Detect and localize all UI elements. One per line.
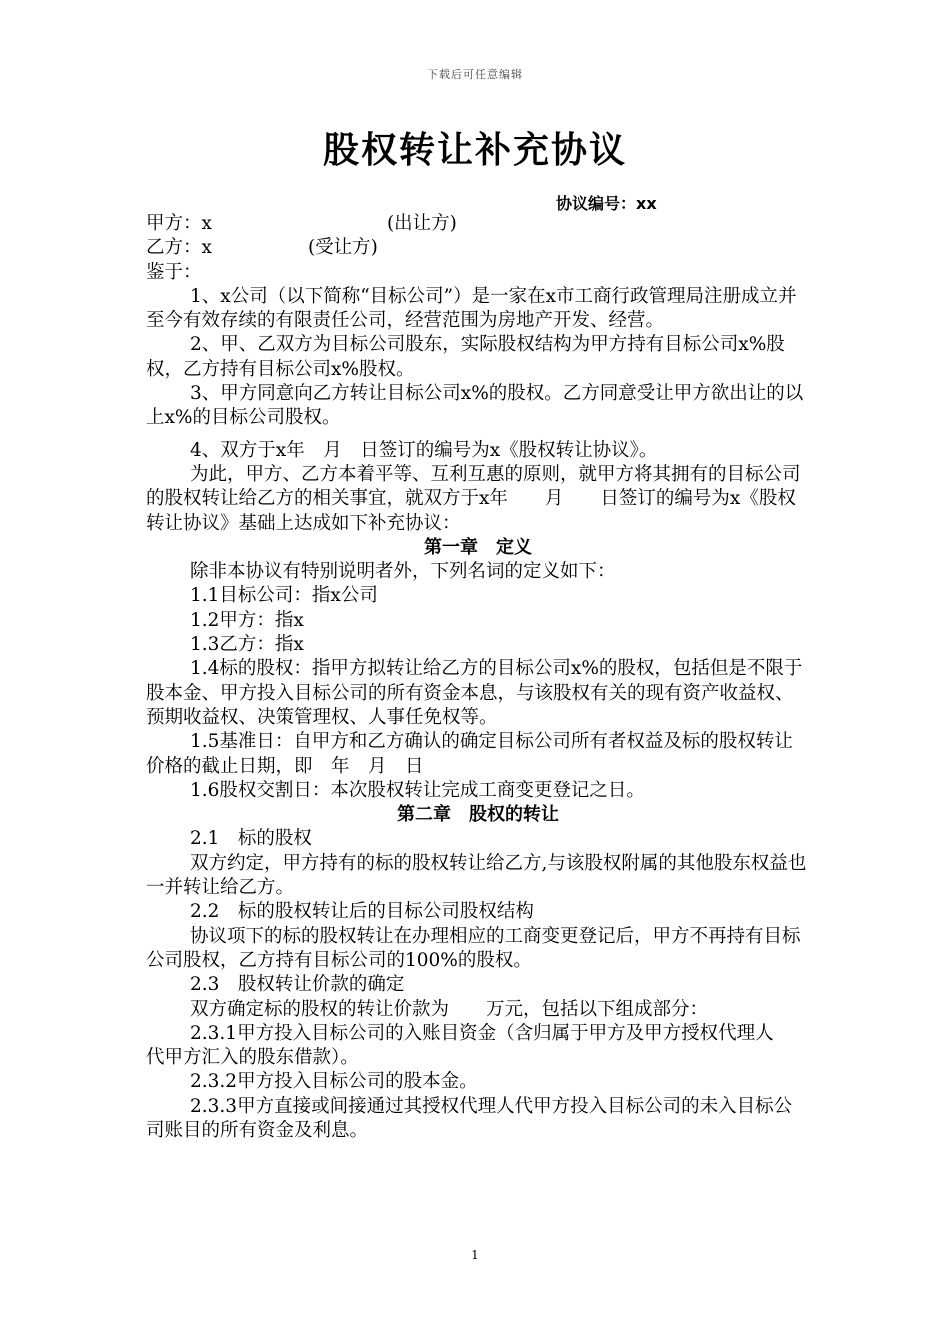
party-a-role: (出让方) [386,213,457,234]
chapter-1-title: 第一章 定义 [424,536,532,558]
section-2-3-2: 2.3.2甲方投入目标公司的股本金。 [190,1071,478,1093]
party-a-line [146,212,810,236]
chapter-2-title: 第二章 股权的转让 [397,804,559,826]
section-2-1-title: 2.1 标的股权 [190,828,312,850]
section-2-2-text: 协议项下的标的股权转让在办理相应的工商变更登记后，甲方不再持有目标公司股权，乙方持有目标公司的100%的股权。 [146,925,801,971]
document-title: 股权转让补充协议 [322,130,627,171]
definition-1-6: 1.6股权交割日：本次股权转让完成工商变更登记之日。 [190,779,645,801]
section-2-3-3: 2.3.3甲方直接或间接通过其授权代理人代甲方投入目标公司的未入目标公司账目的所有资金及利息。 [146,1095,793,1141]
definition-1-1: 1.1目标公司：指x公司 [190,585,378,607]
section-2-3-text: 双方确定标的股权的转让价款为 万元，包括以下组成部分： [190,998,709,1020]
party-a-label: 甲方：x [146,213,212,234]
definition-1-5: 1.5基准日：自甲方和乙方确认的确定目标公司所有者权益及标的股权转让价格的截止日期，即 年 月 日 [146,731,793,777]
document-body [146,212,810,1143]
party-b-role: (受让方) [307,237,378,259]
recital-5: 为此，甲方、乙方本着平等、互利互惠的原则，就甲方将其拥有的目标公司的股权转让给乙方的相关事宜，就双方于x年 月 日签订的编号为x《股权转让协议》基础上达成如下补充协议： [146,463,801,534]
chapter-1-intro: 除非本协议有特别说明者外，下列名词的定义如下： [190,561,616,583]
header-note: 下载后可任意编辑 [427,68,523,81]
whereas-heading: 鉴于： [146,261,202,283]
recital-1: 1、x公司（以下简称“目标公司”）是一家在x市工商行政管理局注册成立并至今有效存续的有限责任公司，经营范围为房地产开发、经营。 [146,285,797,332]
definition-1-3: 1.3乙方：指x [190,634,304,656]
definition-1-4: 1.4标的股权：指甲方拟转让给乙方的目标公司x%的股权，包括但是不限于股本金、甲方投入目标公司的所有资金本息，与该股权有关的现有资产收益权、预期收益权、决策管理权、人事任免权等。 [146,658,803,728]
party-b-label: 乙方：x [146,237,212,259]
section-2-2-title: 2.2 标的股权转让后的目标公司股权结构 [190,901,534,923]
party-b-line [146,236,810,260]
section-2-3-1: 2.3.1甲方投入目标公司的入账目资金（含归属于甲方及甲方授权代理人 代甲方汇入的股东借款）。 [146,1022,793,1069]
definition-1-2: 1.2甲方：指x [190,609,304,631]
page-number: 1 [471,1248,479,1262]
recital-2: 2、甲、乙双方为目标公司股东，实际股权结构为甲方持有目标公司x%股权，乙方持有目标公司x%股权。 [146,334,785,380]
section-2-1-text: 双方约定，甲方持有的标的股权转让给乙方,与该股权附属的其他股东权益也一并转让给乙方。 [146,852,807,899]
recital-4: 4、双方于x年 月 日签订的编号为x《股权转让协议》。 [190,439,658,461]
section-2-3-title: 2.3 股权转让价款的确定 [190,974,405,996]
agreement-number: 协议编号：xx [556,194,657,213]
recital-3: 3、甲方同意向乙方转让目标公司x%的股权。乙方同意受让甲方欲出让的以上x%的目标公司股权。 [146,383,804,429]
